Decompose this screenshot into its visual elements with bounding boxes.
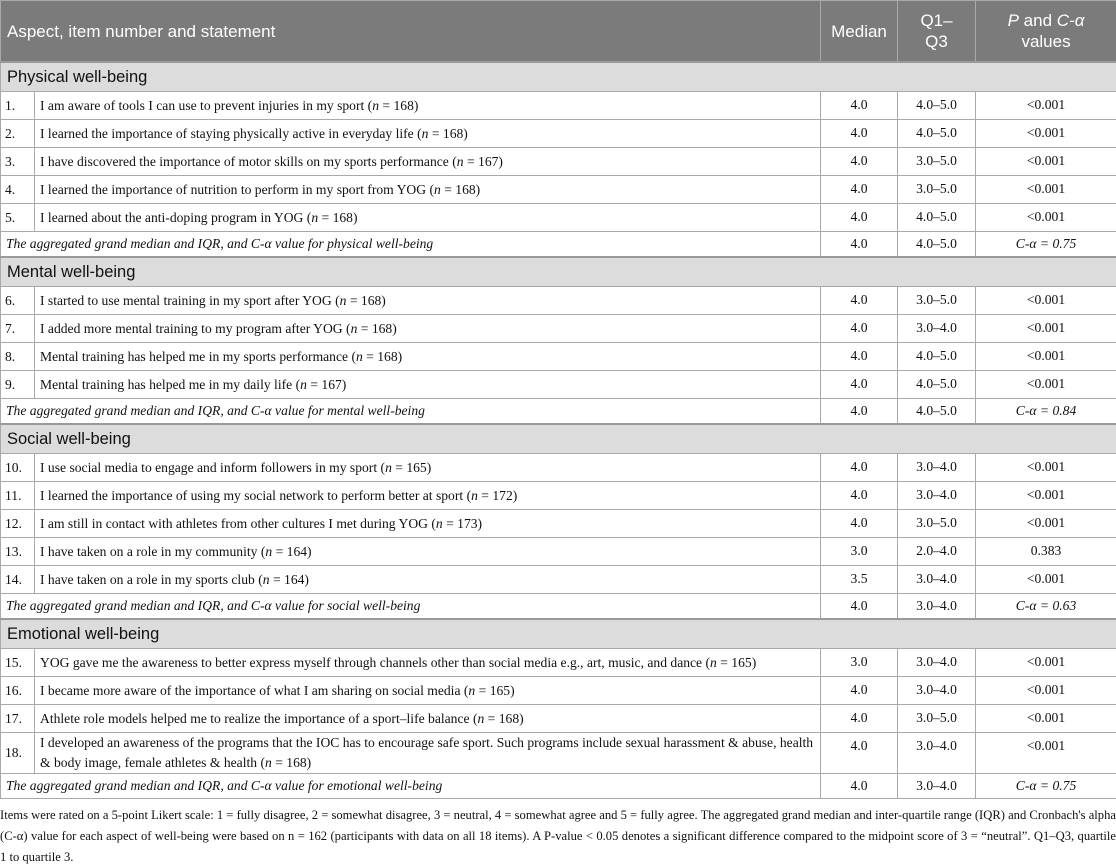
header-p-values [976, 1, 1116, 63]
aggregate-label: The aggregated grand median and IQR, and C-α value for physical well-being [1, 232, 821, 258]
q1-q3-cell: 3.0–4.0 [898, 566, 976, 594]
section-title: Social well-being [1, 424, 1116, 454]
p-value-cell: <0.001 [976, 315, 1116, 343]
median-cell: 4.0 [821, 343, 898, 371]
statement-text: YOG gave me the awareness to better express myself through channels other than social media e.g., art, music, and dance [40, 655, 702, 670]
header-median: Median [821, 1, 898, 63]
item-statement: I have discovered the importance of motor skills on my sports performance (n = 167) [35, 148, 821, 176]
p-value-cell: <0.001 [976, 677, 1116, 705]
p-value-cell: <0.001 [976, 705, 1116, 733]
median-cell: 4.0 [821, 148, 898, 176]
section-title: Emotional well-being [1, 619, 1116, 649]
p-value-cell: <0.001 [976, 733, 1116, 774]
q1-q3-cell: 4.0–5.0 [898, 343, 976, 371]
n-value: 168 [377, 349, 397, 364]
p-label: P [1008, 11, 1019, 30]
table-row [1, 566, 1116, 594]
statement-text: Mental training has helped me in my sports performance [40, 349, 348, 364]
item-number: 12. [1, 510, 35, 538]
aggregate-row [1, 594, 1116, 620]
q1-q3-cell: 3.0–4.0 [898, 733, 976, 774]
q1-q3-cell: 3.0–5.0 [898, 287, 976, 315]
n-label: n [372, 98, 379, 113]
median-cell: 4.0 [821, 371, 898, 399]
item-number: 16. [1, 677, 35, 705]
median-cell: 4.0 [821, 482, 898, 510]
item-number: 5. [1, 204, 35, 232]
aggregate-q1-q3: 3.0–4.0 [898, 774, 976, 799]
item-number: 3. [1, 148, 35, 176]
table-row [1, 148, 1116, 176]
aggregate-row [1, 399, 1116, 425]
statement-text: I learned the importance of using my social network to perform better at sport [40, 488, 463, 503]
p-value-cell: <0.001 [976, 92, 1116, 120]
statement-text: I am still in contact with athletes from other cultures I met during YOG [40, 516, 428, 531]
n-label: n [436, 516, 443, 531]
header-statement: Aspect, item number and statement [1, 1, 821, 63]
q1-q3-cell: 4.0–5.0 [898, 92, 976, 120]
section-title: Mental well-being [1, 257, 1116, 287]
table-row [1, 343, 1116, 371]
n-value: 168 [499, 711, 519, 726]
median-cell: 3.5 [821, 566, 898, 594]
n-value: 172 [492, 488, 512, 503]
item-statement: I use social media to engage and inform followers in my sport (n = 165) [35, 454, 821, 482]
aggregate-label: The aggregated grand median and IQR, and C-α value for social well-being [1, 594, 821, 620]
table-row [1, 176, 1116, 204]
q1-q3-cell: 3.0–5.0 [898, 510, 976, 538]
n-label: n [300, 377, 307, 392]
statement-text: I developed an awareness of the programs that the IOC has to encourage safe sport. Such programs include sexual harassment & abuse, health & body image, female athletes & health [40, 735, 813, 770]
item-statement: I added more mental training to my program after YOG (n = 168) [35, 315, 821, 343]
statement-text: I have discovered the importance of motor skills on my sports performance [40, 154, 449, 169]
aggregate-median: 4.0 [821, 774, 898, 799]
n-value: 168 [286, 755, 306, 770]
n-label: n [457, 154, 464, 169]
section-title: Physical well-being [1, 62, 1116, 92]
aggregate-row [1, 774, 1116, 799]
n-label: n [434, 182, 441, 197]
n-value: 164 [287, 544, 307, 559]
n-value: 165 [406, 460, 426, 475]
item-statement: I started to use mental training in my sport after YOG (n = 168) [35, 287, 821, 315]
table-row [1, 510, 1116, 538]
n-label: n [477, 711, 484, 726]
q1-q3-cell: 4.0–5.0 [898, 204, 976, 232]
item-statement: I have taken on a role in my sports club (n = 164) [35, 566, 821, 594]
q1-q3-cell: 3.0–4.0 [898, 649, 976, 677]
p-value-cell: <0.001 [976, 120, 1116, 148]
p-value-cell: <0.001 [976, 454, 1116, 482]
median-cell: 4.0 [821, 176, 898, 204]
item-statement: I am aware of tools I can use to prevent injuries in my sport (n = 168) [35, 92, 821, 120]
statement-text: I learned the importance of staying physically active in everyday life [40, 126, 414, 141]
section-row [1, 424, 1116, 454]
statement-text: I became more aware of the importance of what I am sharing on social media [40, 683, 460, 698]
n-label: n [351, 321, 358, 336]
table-row [1, 287, 1116, 315]
aggregate-median: 4.0 [821, 399, 898, 425]
n-value: 168 [393, 98, 413, 113]
median-cell: 4.0 [821, 705, 898, 733]
q1-q3-cell: 2.0–4.0 [898, 538, 976, 566]
item-number: 1. [1, 92, 35, 120]
table-body [1, 62, 1116, 799]
n-value: 165 [490, 683, 510, 698]
median-cell: 4.0 [821, 120, 898, 148]
q1-q3-cell: 4.0–5.0 [898, 120, 976, 148]
item-statement: I learned the importance of staying physically active in everyday life (n = 168) [35, 120, 821, 148]
table-header-row [1, 1, 1116, 63]
item-statement: I am still in contact with athletes from other cultures I met during YOG (n = 173) [35, 510, 821, 538]
q1-q3-cell: 3.0–4.0 [898, 677, 976, 705]
item-statement: I have taken on a role in my community (n = 164) [35, 538, 821, 566]
q1-q3-cell: 4.0–5.0 [898, 371, 976, 399]
p-value-cell: 0.383 [976, 538, 1116, 566]
item-number: 18. [1, 733, 35, 774]
n-label: n [422, 126, 429, 141]
n-label: n [468, 683, 475, 698]
p-value-cell: <0.001 [976, 482, 1116, 510]
and-label: and [1019, 11, 1057, 30]
n-value: 167 [478, 154, 498, 169]
n-label: n [385, 460, 392, 475]
n-label: n [311, 210, 318, 225]
aggregate-label: The aggregated grand median and IQR, and C-α value for mental well-being [1, 399, 821, 425]
item-number: 14. [1, 566, 35, 594]
item-statement: I developed an awareness of the programs that the IOC has to encourage safe sport. Such programs include sexual harassment & abuse, health & body image, female athletes & health (n = 168) [35, 733, 821, 774]
p-value-cell: <0.001 [976, 566, 1116, 594]
item-statement: I learned about the anti-doping program in YOG (n = 168) [35, 204, 821, 232]
p-value-cell: <0.001 [976, 176, 1116, 204]
q1-q3-cell: 3.0–5.0 [898, 176, 976, 204]
aggregate-row [1, 232, 1116, 258]
statement-text: I started to use mental training in my sport after YOG [40, 293, 332, 308]
table-row [1, 92, 1116, 120]
median-cell: 4.0 [821, 315, 898, 343]
values-label: values [1021, 32, 1070, 51]
n-value: 168 [361, 293, 381, 308]
n-label: n [471, 488, 478, 503]
statement-text: Mental training has helped me in my daily life [40, 377, 292, 392]
item-number: 8. [1, 343, 35, 371]
statement-text: I learned the importance of nutrition to perform in my sport from YOG [40, 182, 426, 197]
p-value-cell: <0.001 [976, 204, 1116, 232]
item-number: 7. [1, 315, 35, 343]
item-statement: I learned the importance of nutrition to perform in my sport from YOG (n = 168) [35, 176, 821, 204]
table-row [1, 204, 1116, 232]
item-number: 11. [1, 482, 35, 510]
item-number: 6. [1, 287, 35, 315]
n-value: 168 [333, 210, 353, 225]
statement-text: I am aware of tools I can use to prevent injuries in my sport [40, 98, 364, 113]
aggregate-q1-q3: 4.0–5.0 [898, 399, 976, 425]
n-value: 168 [455, 182, 475, 197]
median-cell: 4.0 [821, 677, 898, 705]
table-row [1, 482, 1116, 510]
n-value: 167 [321, 377, 341, 392]
n-value: 168 [372, 321, 392, 336]
aggregate-label: The aggregated grand median and IQR, and C-α value for emotional well-being [1, 774, 821, 799]
median-cell: 4.0 [821, 454, 898, 482]
table-row [1, 733, 1116, 774]
aggregate-cronbach-alpha: C-α = 0.75 [976, 232, 1116, 258]
section-row [1, 62, 1116, 92]
item-number: 15. [1, 649, 35, 677]
q1-q3-cell: 3.0–4.0 [898, 482, 976, 510]
aggregate-median: 4.0 [821, 232, 898, 258]
q1-q3-cell: 3.0–4.0 [898, 315, 976, 343]
statement-text: I use social media to engage and inform followers in my sport [40, 460, 377, 475]
aggregate-median: 4.0 [821, 594, 898, 620]
statement-text: I have taken on a role in my community [40, 544, 257, 559]
table-row [1, 538, 1116, 566]
item-number: 4. [1, 176, 35, 204]
median-cell: 4.0 [821, 92, 898, 120]
n-label: n [265, 755, 272, 770]
n-label: n [263, 572, 270, 587]
section-row [1, 619, 1116, 649]
table-row [1, 677, 1116, 705]
n-value: 173 [457, 516, 477, 531]
statement-text: I added more mental training to my program after YOG [40, 321, 343, 336]
table-row [1, 454, 1116, 482]
aggregate-cronbach-alpha: C-α = 0.63 [976, 594, 1116, 620]
table-row [1, 705, 1116, 733]
n-label: n [340, 293, 347, 308]
item-statement: YOG gave me the awareness to better express myself through channels other than social media e.g., art, music, and dance (n = 165) [35, 649, 821, 677]
median-cell: 4.0 [821, 204, 898, 232]
ca-label: C-α [1057, 11, 1085, 30]
header-q1-q3: Q1–Q3 [898, 1, 976, 63]
statement-text: Athlete role models helped me to realize the importance of a sport–life balance [40, 711, 470, 726]
table-row [1, 315, 1116, 343]
item-number: 10. [1, 454, 35, 482]
statement-text: I have taken on a role in my sports club [40, 572, 255, 587]
item-statement: Mental training has helped me in my daily life (n = 167) [35, 371, 821, 399]
item-number: 13. [1, 538, 35, 566]
section-row [1, 257, 1116, 287]
n-label: n [356, 349, 363, 364]
table-footnote: Items were rated on a 5-point Likert scale: 1 = fully disagree, 2 = somewhat disagree, 3 = neutral, 4 = somewhat agree and 5 = fully agree. The aggregated grand median and inter-quartile range (IQR) and Cronbach's alpha (C-α) value for each aspect of well-being were based on n = 162 (participants with data on all 18 items). A P-value < 0.05 denotes a significant difference compared to the midpoint score of 3 = “neutral”. Q1–Q3, quartile 1 to quartile 3. [0, 805, 1116, 868]
item-statement: I learned the importance of using my social network to perform better at sport (n = 172) [35, 482, 821, 510]
median-cell: 4.0 [821, 287, 898, 315]
p-value-cell: <0.001 [976, 649, 1116, 677]
p-value-cell: <0.001 [976, 371, 1116, 399]
aggregate-q1-q3: 3.0–4.0 [898, 594, 976, 620]
median-cell: 3.0 [821, 649, 898, 677]
n-value: 168 [443, 126, 463, 141]
item-number: 17. [1, 705, 35, 733]
table-row [1, 649, 1116, 677]
p-value-cell: <0.001 [976, 287, 1116, 315]
table-row [1, 120, 1116, 148]
q1-q3-cell: 3.0–5.0 [898, 705, 976, 733]
aggregate-cronbach-alpha: C-α = 0.84 [976, 399, 1116, 425]
n-label: n [710, 655, 717, 670]
aggregate-cronbach-alpha: C-α = 0.75 [976, 774, 1116, 799]
aggregate-q1-q3: 4.0–5.0 [898, 232, 976, 258]
table-row [1, 371, 1116, 399]
p-value-cell: <0.001 [976, 148, 1116, 176]
median-cell: 3.0 [821, 538, 898, 566]
p-value-cell: <0.001 [976, 343, 1116, 371]
n-value: 165 [731, 655, 751, 670]
statement-text: I learned about the anti-doping program in YOG [40, 210, 303, 225]
item-statement: I became more aware of the importance of what I am sharing on social media (n = 165) [35, 677, 821, 705]
p-value-cell: <0.001 [976, 510, 1116, 538]
q1-q3-cell: 3.0–4.0 [898, 454, 976, 482]
item-statement: Mental training has helped me in my sports performance (n = 168) [35, 343, 821, 371]
median-cell: 4.0 [821, 733, 898, 774]
median-cell: 4.0 [821, 510, 898, 538]
q1-q3-cell: 3.0–5.0 [898, 148, 976, 176]
item-number: 2. [1, 120, 35, 148]
item-number: 9. [1, 371, 35, 399]
n-value: 164 [284, 572, 304, 587]
n-label: n [265, 544, 272, 559]
item-statement: Athlete role models helped me to realize the importance of a sport–life balance (n = 168) [35, 705, 821, 733]
